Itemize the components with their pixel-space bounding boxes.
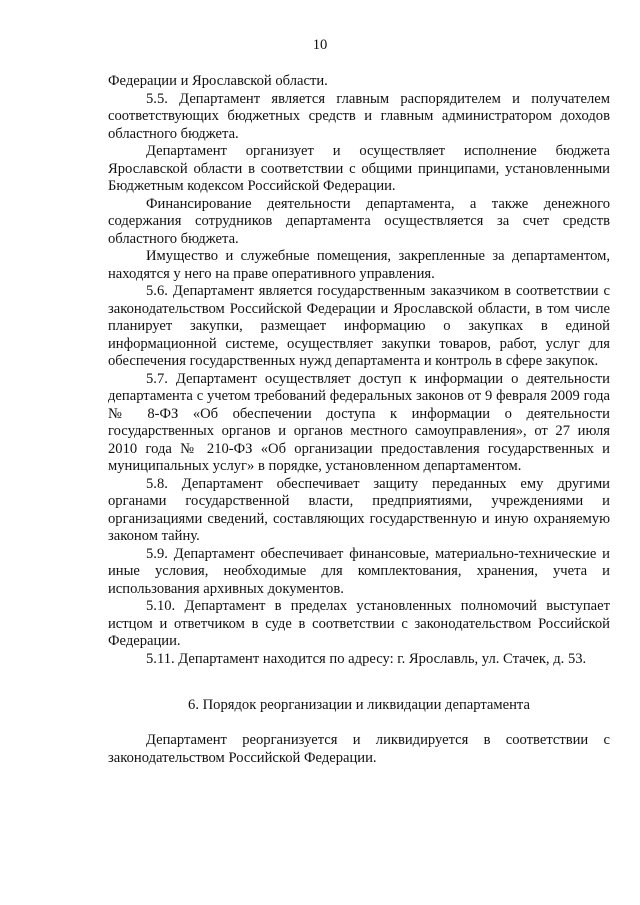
paragraph-financing: Финансирование деятельности департамента, а также денежного содержания сотрудников департамента осуществляется за счет средств областного бюджета. (108, 195, 610, 247)
paragraph-budget-execution: Департамент организует и осуществляет исполнение бюджета Ярославской области в соответствии с общими принципами, установленными Бюджетным кодексом Российской Федерации. (108, 143, 610, 194)
body-text (108, 73, 610, 668)
paragraph-5-8: 5.8. Департамент обеспечивает защиту переданных ему другими органами государственной власти, предприятиями, учреждениями и организациями сведений, составляющих государственную и иную охраняемую законом тайну. (108, 475, 610, 544)
paragraph-5-11: 5.11. Департамент находится по адресу: г. Ярославль, ул. Стачек, д. 53. (146, 650, 587, 667)
paragraph-5-10: 5.10. Департамент в пределах установленных полномочий выступает истцом и ответчиком в суде в соответствии с законодательством Российской Федерации. (108, 598, 610, 649)
paragraph-continuation: Федерации и Ярославской области. (108, 73, 328, 89)
paragraph-5-7: 5.7. Департамент осуществляет доступ к информации о деятельности департамента с учетом требований федеральных законов от 9 февраля 2009 года № 8-ФЗ «Об обеспечении доступа к информации о деятельности государственных органов и органов местного самоуправления», от 27 июля 2010 года № 210-ФЗ «Об организации предоставления государственных и муниципальных услуг» в порядке, установленном департаментом. (108, 370, 610, 474)
page-number: 10 (312, 37, 328, 53)
paragraph-5-6: 5.6. Департамент является государственным заказчиком в соответствии с законодательством Российской Федерации и Ярославской области, в том числе планирует закупки, размещает информацию о закупках в единой информационной системе, осуществляет закупки товаров, работ, услуг для обеспечения государственных нужд департамента и контроль в сфере закупок. (108, 283, 610, 369)
paragraph-5-5: 5.5. Департамент является главным распорядителем и получателем соответствующих бюджетных средств и главным администратором доходов областного бюджета. (108, 90, 610, 142)
paragraph-property: Имущество и служебные помещения, закрепленные за департаментом, находятся у него на праве оперативного управления. (108, 248, 610, 282)
closing-paragraph: Департамент реорганизуется и ликвидируется в соответствии с законодательством Российской Федерации. (108, 732, 610, 766)
paragraph-5-9: 5.9. Департамент обеспечивает финансовые, материально-технические и иные условия, необходимые для комплектования, хранения, учета и использования архивных документов. (108, 545, 610, 597)
section-heading: 6. Порядок реорганизации и ликвидации департамента (188, 697, 530, 713)
